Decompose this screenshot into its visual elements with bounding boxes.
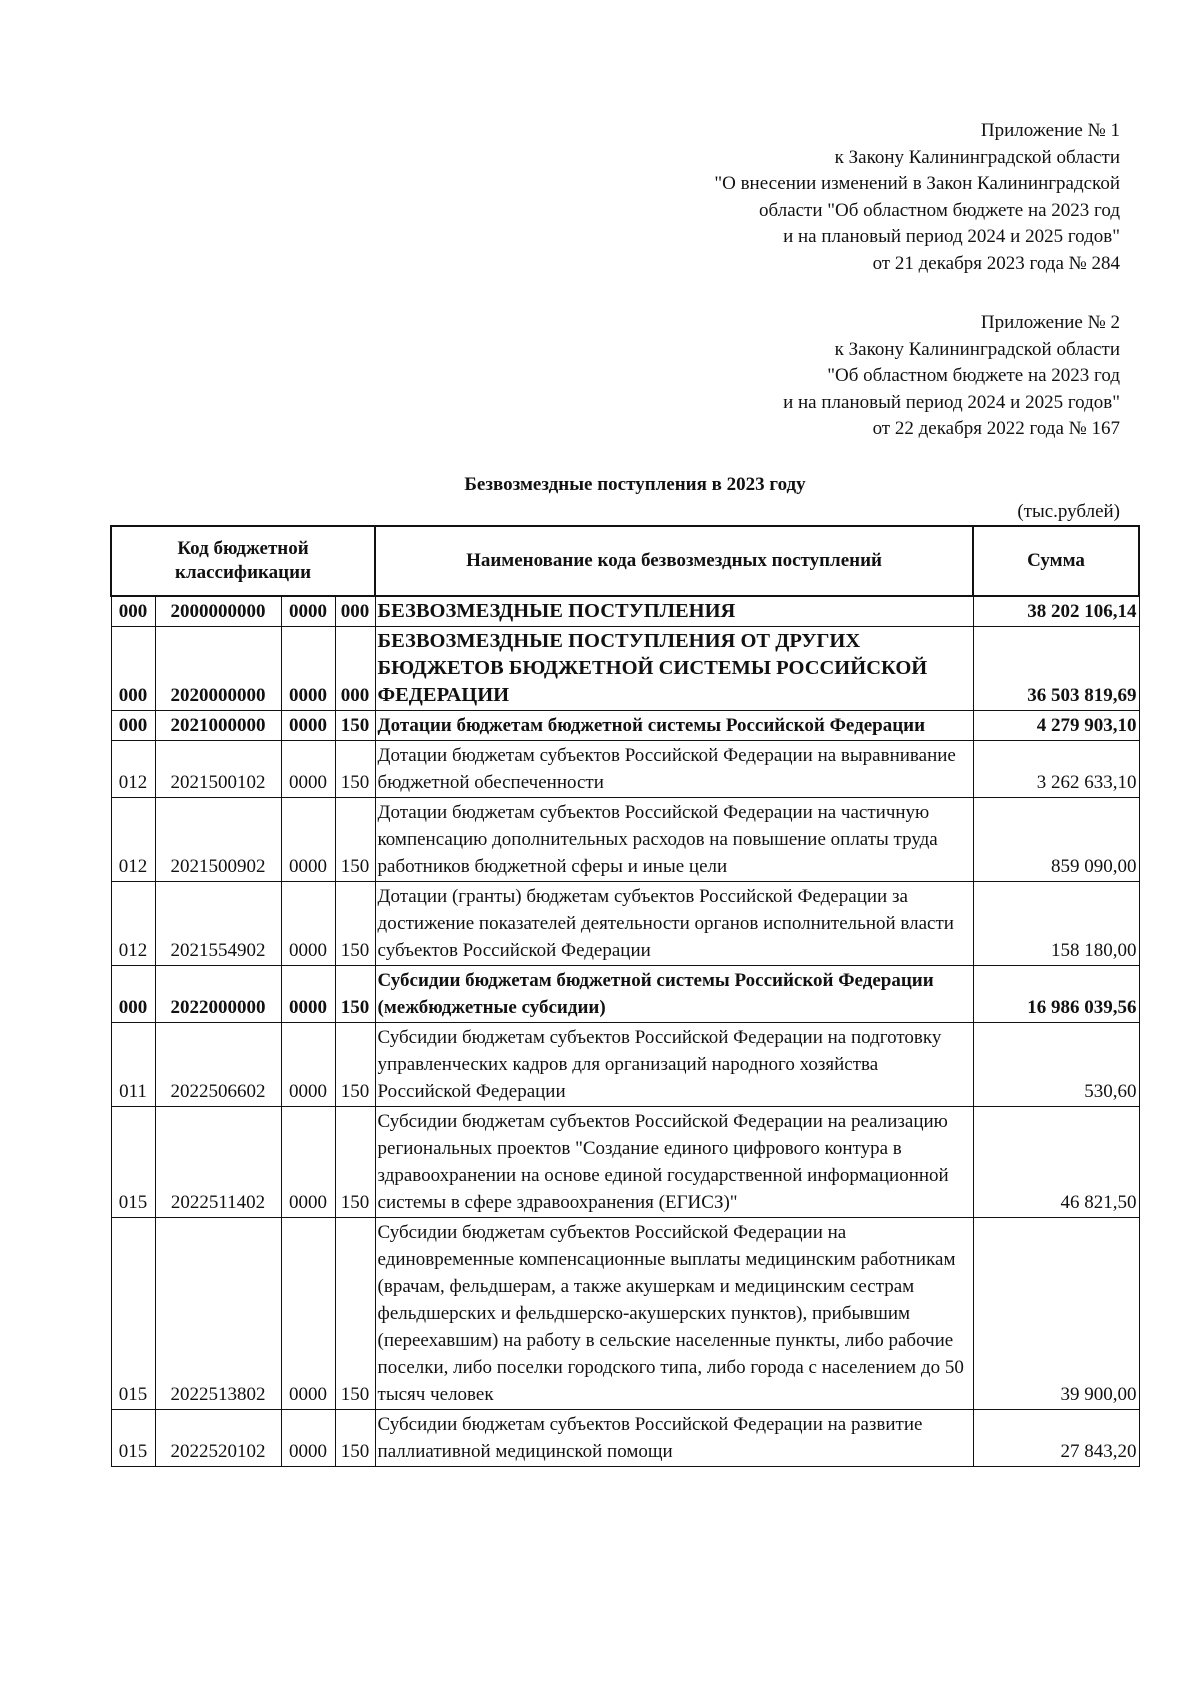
income-code-cell: 2021500102 [155, 741, 281, 798]
budget-table [110, 525, 1140, 1467]
income-code-cell: 2021500902 [155, 798, 281, 882]
kosgu-code-cell: 150 [335, 741, 375, 798]
header-amount: Сумма [973, 526, 1139, 596]
table-header-row [111, 526, 1139, 596]
table-row [111, 741, 1139, 798]
kosgu-code-cell: 150 [335, 966, 375, 1023]
appendix-1-line: Приложение № 1 [980, 120, 1120, 141]
kosgu-code-cell: 150 [335, 711, 375, 741]
income-code-cell: 2022506602 [155, 1023, 281, 1107]
appendix-1-line: "О внесении изменений в Закон Калининградской [714, 173, 1120, 194]
amount-cell: 859 090,00 [973, 798, 1139, 882]
table-row [111, 798, 1139, 882]
table-row [111, 882, 1139, 966]
subtype-code-cell: 0000 [281, 1218, 335, 1410]
admin-code-cell: 015 [111, 1410, 155, 1467]
subtype-code-cell: 0000 [281, 711, 335, 741]
amount-cell: 36 503 819,69 [973, 627, 1139, 711]
kosgu-code-cell: 150 [335, 1107, 375, 1218]
appendix-2-line: Приложение № 2 [980, 312, 1120, 333]
kosgu-code-cell: 000 [335, 596, 375, 627]
amount-cell: 27 843,20 [973, 1410, 1139, 1467]
row-name-cell: БЕЗВОЗМЕЗДНЫЕ ПОСТУПЛЕНИЯ [375, 596, 973, 627]
admin-code-cell: 015 [111, 1107, 155, 1218]
appendix-2-line: и на плановый период 2024 и 2025 годов" [783, 391, 1120, 413]
table-row [111, 711, 1139, 741]
table-row [111, 1107, 1139, 1218]
appendix-2-line: "Об областном бюджете на 2023 год [827, 365, 1120, 386]
admin-code-cell: 015 [111, 1218, 155, 1410]
appendix-1-line: и на плановый период 2024 и 2025 годов" [783, 226, 1120, 247]
table-row [111, 966, 1139, 1023]
kosgu-code-cell: 150 [335, 882, 375, 966]
row-name-cell: Дотации бюджетам субъектов Российской Федерации на выравнивание бюджетной обеспеченности [375, 741, 973, 798]
kosgu-code-cell: 150 [335, 798, 375, 882]
table-body [111, 596, 1139, 1467]
row-name-cell: Дотации бюджетам субъектов Российской Федерации на частичную компенсацию дополнительных расходов на повышение оплаты труда работников бюджетной сферы и иные цели [375, 798, 973, 882]
units-label: (тыс.рублей) [1017, 501, 1120, 522]
amount-cell: 39 900,00 [973, 1218, 1139, 1410]
admin-code-cell: 000 [111, 966, 155, 1023]
admin-code-cell: 012 [111, 798, 155, 882]
kosgu-code-cell: 150 [335, 1023, 375, 1107]
income-code-cell: 2022513802 [155, 1218, 281, 1410]
row-name-cell: Субсидии бюджетам субъектов Российской Федерации на подготовку управленческих кадров для организаций народного хозяйства Российской Федерации [375, 1023, 973, 1107]
subtype-code-cell: 0000 [281, 596, 335, 627]
row-name-cell: Субсидии бюджетам субъектов Российской Федерации на единовременные компенсационные выплаты медицинским работникам (врачам, фельдшерам, а также акушеркам и медицинским сестрам фельдшерских и фельдшерско-акушерских пунктов), прибывшим (переехавшим) на работу в сельские населенные пункты, либо рабочие поселки, либо поселки городского типа, либо города с населением до 50 тысяч человек [375, 1218, 973, 1410]
income-code-cell: 2022000000 [155, 966, 281, 1023]
admin-code-cell: 012 [111, 882, 155, 966]
admin-code-cell: 000 [111, 627, 155, 711]
income-code-cell: 2022511402 [155, 1107, 281, 1218]
appendix-2-line: от 22 декабря 2022 года № 167 [872, 418, 1120, 439]
admin-code-cell: 000 [111, 596, 155, 627]
appendix-1-line: от 21 декабря 2023 года № 284 [872, 252, 1120, 274]
income-code-cell: 2022520102 [155, 1410, 281, 1467]
row-name-cell: БЕЗВОЗМЕЗДНЫЕ ПОСТУПЛЕНИЯ ОТ ДРУГИХ БЮДЖЕТОВ БЮДЖЕТНОЙ СИСТЕМЫ РОССИЙСКОЙ ФЕДЕРАЦИИ [375, 627, 973, 711]
table-row [111, 1023, 1139, 1107]
amount-cell: 16 986 039,56 [973, 966, 1139, 1023]
kosgu-code-cell: 000 [335, 627, 375, 711]
row-name-cell: Субсидии бюджетам субъектов Российской Федерации на развитие паллиативной медицинской помощи [375, 1410, 973, 1467]
admin-code-cell: 012 [111, 741, 155, 798]
subtype-code-cell: 0000 [281, 882, 335, 966]
appendix-2-line: к Закону Калининградской области [834, 338, 1120, 360]
appendix-1-block [714, 118, 1120, 277]
amount-cell: 3 262 633,10 [973, 741, 1139, 798]
table-row [111, 1218, 1139, 1410]
header-code: Код бюджетной классификации [111, 526, 375, 596]
header-name: Наименование кода безвозмездных поступлений [375, 526, 973, 596]
row-name-cell: Дотации (гранты) бюджетам субъектов Российской Федерации за достижение показателей деятельности органов исполнительной власти субъектов Российской Федерации [375, 882, 973, 966]
row-name-cell: Дотации бюджетам бюджетной системы Российской Федерации [375, 711, 973, 741]
admin-code-cell: 000 [111, 711, 155, 741]
subtype-code-cell: 0000 [281, 966, 335, 1023]
document-title: Безвозмездные поступления в 2023 году [464, 474, 806, 495]
admin-code-cell: 011 [111, 1023, 155, 1107]
amount-cell: 4 279 903,10 [973, 711, 1139, 741]
appendix-1-line: области "Об областном бюджете на 2023 год [759, 199, 1120, 221]
amount-cell: 38 202 106,14 [973, 596, 1139, 627]
subtype-code-cell: 0000 [281, 1410, 335, 1467]
amount-cell: 46 821,50 [973, 1107, 1139, 1218]
subtype-code-cell: 0000 [281, 1023, 335, 1107]
subtype-code-cell: 0000 [281, 798, 335, 882]
subtype-code-cell: 0000 [281, 627, 335, 711]
table-row [111, 596, 1139, 627]
table-row [111, 627, 1139, 711]
subtype-code-cell: 0000 [281, 1107, 335, 1218]
table-row [111, 1410, 1139, 1467]
income-code-cell: 2020000000 [155, 627, 281, 711]
subtype-code-cell: 0000 [281, 741, 335, 798]
appendix-1-line: к Закону Калининградской области [834, 146, 1120, 168]
kosgu-code-cell: 150 [335, 1410, 375, 1467]
row-name-cell: Субсидии бюджетам бюджетной системы Российской Федерации (межбюджетные субсидии) [375, 966, 973, 1023]
income-code-cell: 2000000000 [155, 596, 281, 627]
kosgu-code-cell: 150 [335, 1218, 375, 1410]
appendix-2-block [783, 310, 1120, 443]
amount-cell: 530,60 [973, 1023, 1139, 1107]
amount-cell: 158 180,00 [973, 882, 1139, 966]
income-code-cell: 2021554902 [155, 882, 281, 966]
income-code-cell: 2021000000 [155, 711, 281, 741]
row-name-cell: Субсидии бюджетам субъектов Российской Федерации на реализацию региональных проектов "Создание единого цифрового контура в здравоохранении на основе единой государственной информационной системы в сфере здравоохранения (ЕГИСЗ)" [375, 1107, 973, 1218]
